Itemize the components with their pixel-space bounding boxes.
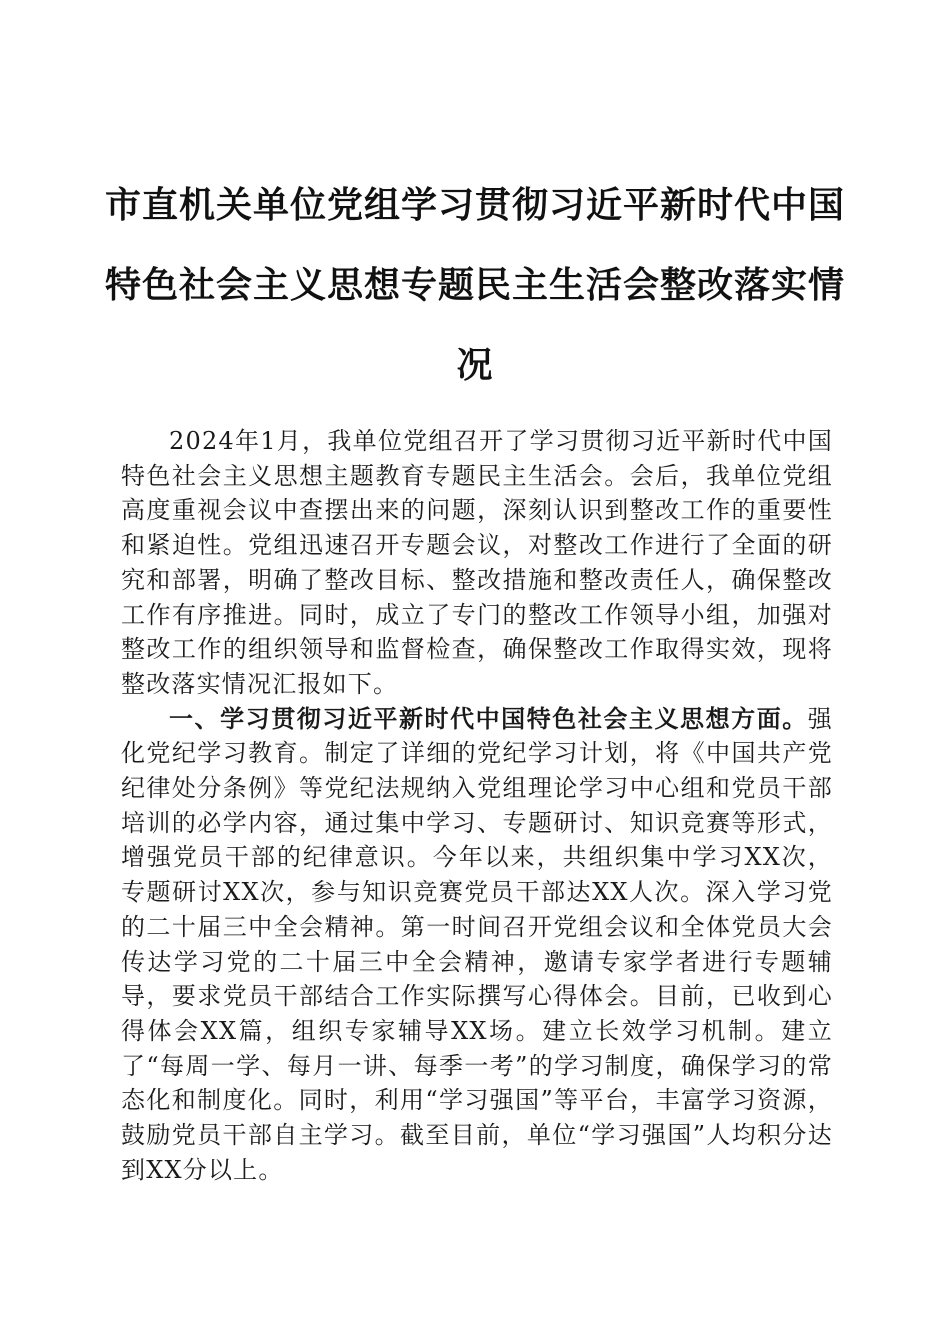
section-1-body: 强化党纪学习教育。制定了详细的党纪学习计划，将《中国共产党纪律处分条例》等党纪法规纳入党组理论学习中心组和党员干部培训的必学内容，通过集中学习、专题研讨、知识竞赛等形式，增强党员干部的纪律意识。今年以来，共组织集中学习XX次，专题研讨XX次，参与知识竞赛党员干部达XX人次。深入学习党的二十届三中全会精神。第一时间召开党组会议和全体党员大会传达学习党的二十届三中全会精神，邀请专家学者进行专题辅导，要求党员干部结合工作实际撰写心得体会。目前，已收到心得体会XX篇，组织专家辅导XX场。建立长效学习机制。建立了“每周一学、每月一讲、每季一考”的学习制度，确保学习的常态化和制度化。同时，利用“学习强国”等平台，丰富学习资源，鼓励党员干部自主学习。截至目前，单位“学习强国”人均积分达到XX分以上。: [121, 704, 833, 1184]
document-title: 市直机关单位党组学习贯彻习近平新时代中国特色社会主义思想专题民主生活会整改落实情况: [104, 184, 845, 386]
section-1-paragraph: [121, 702, 833, 1188]
document-body: [121, 424, 833, 1187]
section-1-heading: 一、学习贯彻习近平新时代中国特色社会主义思想方面。: [169, 703, 808, 733]
intro-paragraph: 2024年1月，我单位党组召开了学习贯彻习近平新时代中国特色社会主义思想主题教育专题民主生活会。会后，我单位党组高度重视会议中查摆出来的问题，深刻认识到整改工作的重要性和紧迫性。党组迅速召开专题会议，对整改工作进行了全面的研究和部署，明确了整改目标、整改措施和整改责任人，确保整改工作有序推进。同时，成立了专门的整改工作领导小组，加强对整改工作的组织领导和监督检查，确保整改工作取得实效，现将整改落实情况汇报如下。: [121, 427, 833, 698]
